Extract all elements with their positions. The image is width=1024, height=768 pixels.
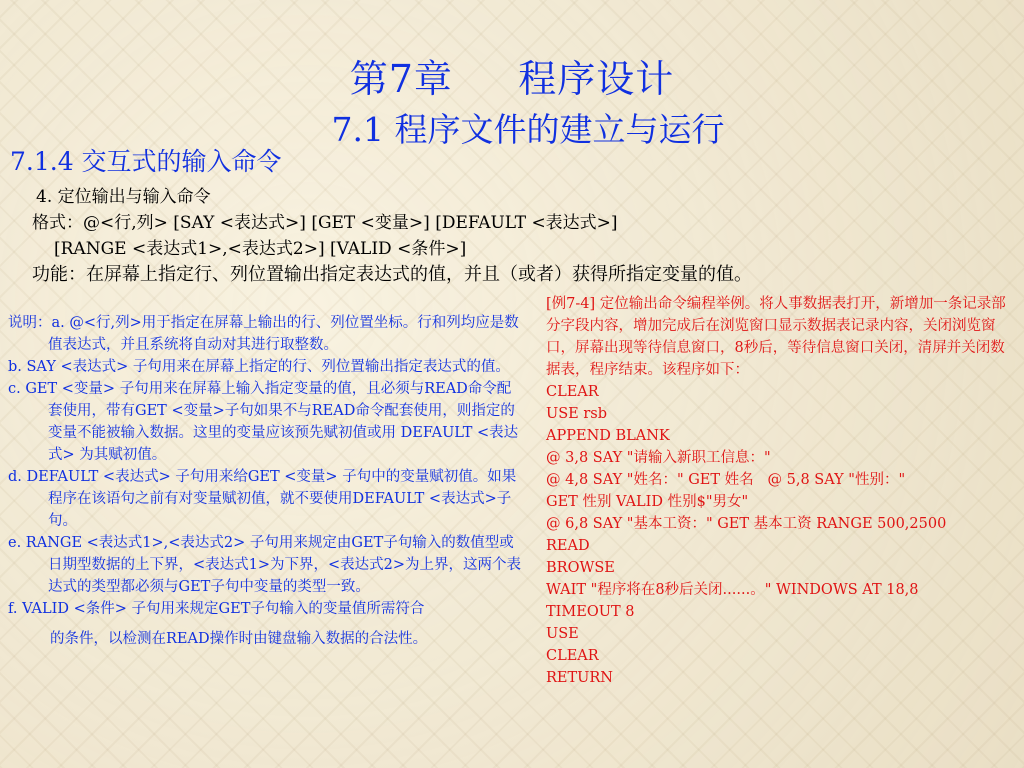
code-line: USE [546, 626, 579, 642]
chapter-title: 第7章 程序设计 [349, 57, 675, 101]
function-description: 功能：在屏幕上指定行、列位置输出指定表达式的值，并且（或者）获得所指定变量的值。 [32, 264, 752, 285]
code-line: USE rsb [546, 406, 608, 422]
code-line: APPEND BLANK [546, 428, 670, 444]
format-line-2: [RANGE <表达式1>,<表达式2>] [VALID <条件>] [54, 239, 467, 259]
code-line: GET 性别 VALID 性别$"男女" [546, 494, 749, 510]
code-line: TIMEOUT 8 [546, 604, 635, 620]
note-a: 说明：a. @<行,列>用于指定在屏幕上输出的行、列位置坐标。行和列均应是数值表达式，并且系统将自动对其进行取整数。 [8, 315, 519, 353]
example-panel [546, 293, 1016, 689]
note-f: f. VALID <条件> 子句用来规定GET子句输入的变量值所需符合 [8, 601, 425, 617]
note-d: d. DEFAULT <表达式> 子句用来给GET <变量> 子句中的变量赋初值。如果程序在该语句之前有对变量赋初值，就不要使用DEFAULT <表达式>子句。 [8, 469, 517, 529]
note-e: e. RANGE <表达式1>,<表达式2> 子句用来规定由GET子句输入的数值型或日期型数据的上下界，<表达式1>为下界，<表达式2>为上界，这两个表达式的类型都必须与GET子句中变量的类型一致。 [8, 535, 522, 595]
notes-panel [8, 312, 524, 650]
code-line: WAIT "程序将在8秒后关闭......。" WINDOWS AT 18,8 [546, 582, 919, 598]
code-line: RETURN [546, 670, 613, 686]
section-title: 7.1 程序文件的建立与运行 [331, 110, 725, 149]
example-intro: [例7-4] 定位输出命令编程举例。将人事数据表打开，新增加一条记录部分字段内容，增加完成后在浏览窗口显示数据表记录内容，关闭浏览窗口，屏幕出现等待信息窗口，8秒后，等待信息窗口关闭，清屏并关闭数据表，程序结束。该程序如下： [546, 296, 1006, 378]
note-c: c. GET <变量> 子句用来在屏幕上输入指定变量的值，且必须与READ命令配套使用，带有GET <变量>子句如果不与READ命令配套使用，则指定的变量不能被输入数据。这里的变量应该预先赋初值或用 DEFAULT <表达式> 为其赋初值。 [8, 381, 519, 463]
code-line: @ 3,8 SAY "请输入新职工信息：" [546, 450, 771, 466]
code-line: @ 6,8 SAY "基本工资：" GET 基本工资 RANGE 500,2500 [546, 516, 947, 532]
code-line: CLEAR [546, 648, 599, 664]
command-heading: 4. 定位输出与输入命令 [36, 187, 211, 207]
format-line-1: 格式：@<行,列> [SAY <表达式>] [GET <变量>] [DEFAULT <表达式>] [32, 213, 618, 233]
code-line: @ 4,8 SAY "姓名：" GET 姓名 @ 5,8 SAY "性别：" [546, 472, 906, 488]
code-line: BROWSE [546, 560, 615, 576]
subsection-title: 7.1.4 交互式的输入命令 [10, 147, 282, 176]
note-f-continuation: 的条件，以检测在READ操作时由键盘输入数据的合法性。 [50, 631, 428, 647]
code-line: READ [546, 538, 590, 554]
note-b: b. SAY <表达式> 子句用来在屏幕上指定的行、列位置输出指定表达式的值。 [8, 359, 510, 375]
code-line: CLEAR [546, 384, 599, 400]
